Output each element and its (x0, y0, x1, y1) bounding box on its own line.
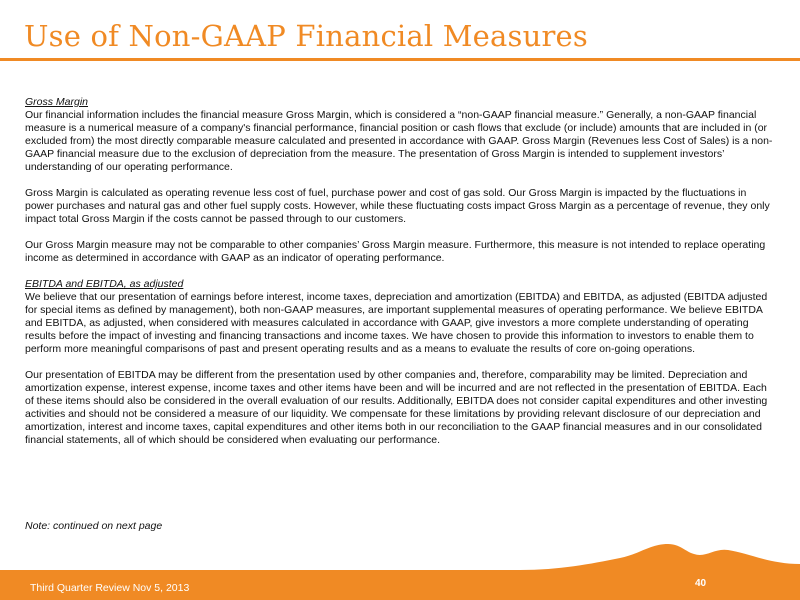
paragraph: Our Gross Margin measure may not be comparable to other companies’ Gross Margin measure. Furthermore, this measure is not intended to replace operating income as determined in accordance with GAAP as an indicator of operating performance. (25, 239, 766, 264)
page-number: 40 (695, 578, 707, 589)
paragraph: Our financial information includes the financial measure Gross Margin, which is considered a “non-GAAP financial measure.” Generally, a non-GAAP financial measure is a numerical measure of a company's financial performance, financial position or cash flows that exclude (or include) amounts that are included in (or excluded from) the most directly comparable measure calculated and presented in accordance with GAAP. Gross Margin (Revenues less Cost of Sales) is a non-GAAP financial measure due to the exclusion of depreciation from the measure. The presentation of Gross Margin is intended to supplement investors’ understanding of our operating performance. (25, 109, 773, 173)
footer-text: Third Quarter Review Nov 5, 2013 (30, 582, 190, 594)
section-gross-margin (25, 96, 775, 265)
title-underline (0, 58, 800, 61)
section-heading-gross-margin: Gross Margin (25, 96, 89, 108)
continued-note: Note: continued on next page (25, 520, 163, 532)
page-title: Use of Non-GAAP Financial Measures (24, 19, 588, 53)
footer (0, 540, 800, 600)
paragraph: Our presentation of EBITDA may be different from the presentation used by other companies and, therefore, comparability may be limited. Depreciation and amortization expense, interest expense, income taxes and other items have been and will be incurred and are not reflected in the presentation of EBITDA. Each of these items should also be considered in the overall evaluation of our results. Additionally, EBITDA does not consider capital expenditures and other investing activities and should not be considered a measure of our liquidity. We compensate for these limitations by providing relevant disclosure of our depreciation and amortization, interest and income taxes, capital expenditures and other items both in our reconciliation to the GAAP financial measures and in our consolidated financial statements, all of which should be considered when evaluating our performance. (25, 369, 768, 446)
section-ebitda (25, 278, 775, 447)
paragraph: Gross Margin is calculated as operating revenue less cost of fuel, purchase power and cost of gas sold. Our Gross Margin is impacted by the fluctuations in power purchases and natural gas and other fuel supply costs. However, while these fluctuating costs impact Gross Margin as a percentage of revenue, they only impact total Gross Margin if the costs cannot be passed through to our customers. (25, 187, 770, 225)
section-heading-ebitda: EBITDA and EBITDA, as adjusted (25, 278, 184, 290)
paragraph: We believe that our presentation of earnings before interest, income taxes, depreciation and amortization (EBITDA) and EBITDA, as adjusted (EBITDA adjusted for special items as defined by management), both non-GAAP measures, are important supplemental measures of operating performance. We believe EBITDA and EBITDA, as adjusted, when considered with measures calculated in accordance with GAAP, give investors a more complete understanding of operating results before the impact of investing and financing transactions and income taxes. We have chosen to provide this information to investors to enable them to perform more meaningful comparisons of past and present operating results and as a means to evaluate the results of core on-going operations. (25, 291, 768, 355)
body-content (25, 96, 775, 460)
